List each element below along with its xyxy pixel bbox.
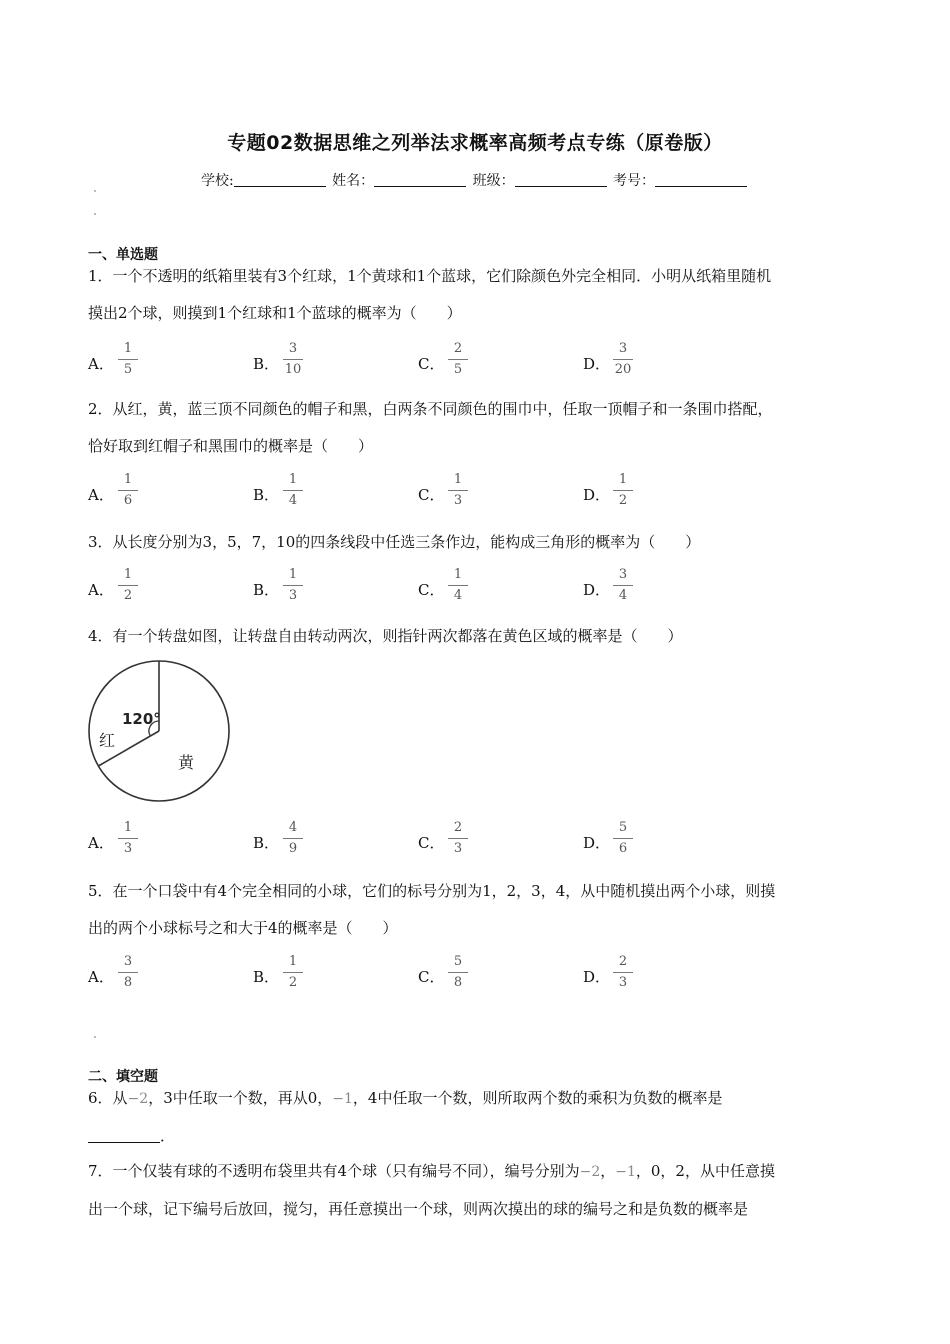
fraction: 1 5 [118,340,138,379]
question-4-options [88,819,868,861]
option-label: B． [253,581,280,599]
question-6-line1 [88,1080,868,1118]
question-7 [88,1153,868,1228]
question-6 [88,1080,868,1155]
q7-neg-one: −1 [615,1164,636,1180]
option-label: C． [418,486,445,504]
angle-label: 120° [122,710,161,728]
fraction: 3 4 [613,566,633,605]
question-1-line1: 1．一个不透明的纸箱里装有3个红球，1个黄球和1个蓝球，它们除颜色外完全相同．小明从纸箱里随机 [88,267,772,285]
fraction: 3 8 [118,953,138,992]
fraction: 3 10 [284,341,302,377]
option-label: D． [583,486,611,504]
q6-mid2: ，4中任取一个数，则所取两个数的乘积为负数的概率是 [352,1089,723,1107]
school-blank[interactable] [234,173,326,187]
question-7-line2: 出一个球，记下编号后放回，搅匀，再任意摸出一个球，则两次摸出的球的编号之和是负数的概率是 [88,1200,749,1218]
question-1 [88,258,868,332]
q7-mid1: ， [600,1162,616,1180]
yellow-region-label: 黄 [178,753,195,772]
fraction: 1 3 [448,471,468,510]
paragraph-mark [94,190,96,192]
option-label: D． [583,581,611,599]
question-3-line1: 3．从长度分别为3，5，7，10的四条线段中任选三条作边，能构成三角形的概率为（ ） [88,533,701,551]
question-2 [88,391,868,465]
fraction: 4 9 [283,819,303,858]
option-label: C． [418,968,445,986]
class-label: 班级： [472,173,515,189]
school-label: 学校: [200,173,234,189]
fraction: 1 4 [283,471,303,510]
q6-end: ． [160,1127,176,1145]
fraction: 1 3 [118,819,138,858]
question-7-line1 [88,1153,868,1191]
question-2-line1: 2．从红，黄，蓝三顶不同颜色的帽子和黑，白两条不同颜色的围巾中，任取一顶帽子和一条围巾搭配， [88,400,773,418]
paragraph-mark [94,213,96,215]
name-label: 姓名： [332,173,375,189]
red-region-label: 红 [99,731,116,750]
fraction: 1 4 [448,566,468,605]
paragraph-mark [94,1036,96,1038]
option-label: C． [418,355,445,373]
option-label: A． [88,581,114,599]
page-title: 专题02数据思维之列举法求概率高频考点专练（原卷版） [227,132,723,154]
fraction: 1 2 [283,953,303,992]
question-1-options [88,340,868,382]
question-5-line1: 5．在一个口袋中有4个完全相同的小球，它们的标号分别为1，2，3，4，从中随机摸出两个小球，则摸 [88,882,776,900]
fraction: 5 8 [448,953,468,992]
fraction: 1 2 [118,566,138,605]
fraction: 1 6 [118,471,138,510]
number-blank[interactable] [655,173,747,187]
fraction: 2 5 [448,340,468,379]
spinner-figure [86,658,236,804]
option-label: B． [253,486,280,504]
option-label: C． [418,581,445,599]
question-5-options [88,953,868,995]
number-label: 考号： [613,173,656,189]
option-label: A． [88,968,114,986]
question-6-line2 [88,1118,868,1155]
fraction: 2 3 [448,819,468,858]
option-label: D． [583,355,611,373]
q6-neg-one: −1 [332,1091,353,1107]
name-blank[interactable] [374,173,466,187]
q6-prefix: 6．从 [88,1089,128,1107]
question-2-line2: 恰好取到红帽子和黑围巾的概率是（ ） [88,437,374,455]
option-label: A． [88,834,114,852]
option-label: C． [418,834,445,852]
q7-prefix: 7．一个仅装有球的不透明布袋里共有4个球（只有编号不同），编号分别为 [88,1162,580,1180]
option-label: A． [88,486,114,504]
question-3-options [88,566,868,608]
question-4-line1: 4．有一个转盘如图，让转盘自由转动两次，则指针两次都落在黄色区域的概率是（ ） [88,627,683,645]
option-label: B． [253,355,280,373]
fraction: 1 2 [613,471,633,510]
q7-neg-two: −2 [579,1164,601,1180]
q7-mid2: ，0，2，从中任意摸 [635,1162,775,1180]
question-5 [88,873,868,947]
question-2-options [88,471,868,513]
q6-neg-two: −2 [127,1091,149,1107]
option-label: D． [583,968,611,986]
fraction: 3 20 [614,341,632,377]
option-label: D． [583,834,611,852]
fraction: 1 3 [283,566,303,605]
class-blank[interactable] [515,173,607,187]
question-1-line2: 摸出2个球，则摸到1个红球和1个蓝球的概率为（ ） [88,304,462,322]
question-5-line2: 出的两个小球标号之和大于4的概率是（ ） [88,919,398,937]
option-label: B． [253,834,280,852]
fraction: 2 3 [613,953,633,992]
option-label: B． [253,968,280,986]
q6-mid1: ，3中任取一个数，再从0， [148,1089,333,1107]
option-label: A． [88,355,114,373]
section-single-choice: 一、单选题 [88,247,158,263]
question-3 [88,524,868,561]
student-info-line [0,170,950,190]
answer-blank[interactable] [88,1128,160,1143]
fraction: 5 6 [613,819,633,858]
section-fill-blank: 二、填空题 [88,1069,158,1085]
question-4 [88,618,868,655]
